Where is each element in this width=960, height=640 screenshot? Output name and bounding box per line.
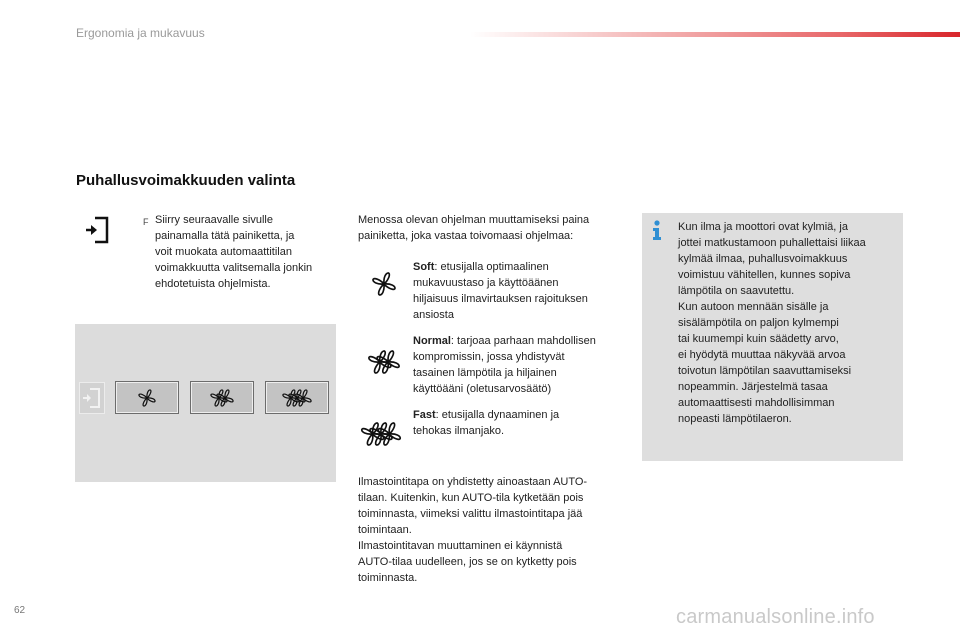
bullet-instruction: Siirry seuraavalle sivulle painamalla tätä painiketta, ja voit muokata automaattitilan voimakkuutta valitsemalla jonkin ehdotetuista ohjelmista. [155, 214, 313, 290]
fan-soft-icon [117, 383, 177, 413]
fan-fast-icon [267, 383, 327, 413]
section-title: Puhallusvoimakkuuden valinta [76, 172, 296, 189]
header-accent-line [470, 32, 960, 37]
bullet-marker: F [143, 217, 149, 227]
fan-normal-icon [192, 383, 252, 413]
panel-key-icon [80, 383, 104, 413]
page-number: 62 [14, 605, 26, 616]
soft-fan-icon [364, 267, 404, 301]
panel-page-key[interactable] [79, 382, 105, 414]
auto-mode-note: Ilmastointitapa on yhdistetty ainoastaan AUTO- tilaan. Kuitenkin, kun AUTO-tila kytketään pois toiminnasta, viimeksi valittu ilmastointitapa jää toimintaan. Ilmastointitavan muuttaminen ei käynnistä AUTO-tilaa uudelleen, jos se on kytketty pois toiminnasta. [358, 476, 588, 584]
intro-text: Menossa olevan ohjelman muuttamiseksi paina painiketta, joka vastaa toivomaasi ohjelmaa: [358, 214, 590, 242]
fast-fan-icon [358, 417, 404, 451]
mode-fast-description: Fast: etusijalla dynaaminen ja tehokas ilmanjako. [413, 409, 560, 437]
control-panel-illustration [75, 324, 336, 482]
watermark: carmanualsonline.info [676, 606, 875, 628]
panel-normal-button[interactable] [190, 381, 254, 414]
fan-blade-group [139, 389, 155, 405]
panel-fast-button[interactable] [265, 381, 329, 414]
fan-blade-group [373, 273, 395, 295]
panel-soft-button[interactable] [115, 381, 179, 414]
normal-fan-icon [364, 345, 404, 379]
mode-normal-description: Normal: tarjoaa parhaan mahdollisen kompromissin, jossa yhdistyvät tasainen lämpötila ja hiljainen käyttöääni (oletusarvosäätö) [413, 335, 596, 395]
info-text: Kun ilma ja moottori ovat kylmiä, ja jottei matkustamoon puhallettaisi liikaa kylmää ilmaa, puhallusvoimakkuus voimistuu vähitellen, kunnes sopiva lämpötila on saavutettu. Kun autoon mennään sisälle ja sisälämpötila on paljon kylmempi tai kuumempi kuin säädetty arvo, ei hyödytä muuttaa näkyvää arvoa toivotun lämpötilan saavuttamiseksi nopeammin. Järjestelmä tasaa automaattisesti mahdollisimman nopeasti lämpötilaeron. [678, 221, 866, 425]
running-header: Ergonomia ja mukavuus [76, 26, 205, 40]
next-page-key-icon [84, 216, 110, 244]
mode-soft-description: Soft: etusijalla optimaalinen mukavuustaso ja käyttöäänen hiljaisuus ilmavirtauksen rajoituksen ansiosta [413, 261, 588, 321]
info-icon [650, 219, 664, 241]
